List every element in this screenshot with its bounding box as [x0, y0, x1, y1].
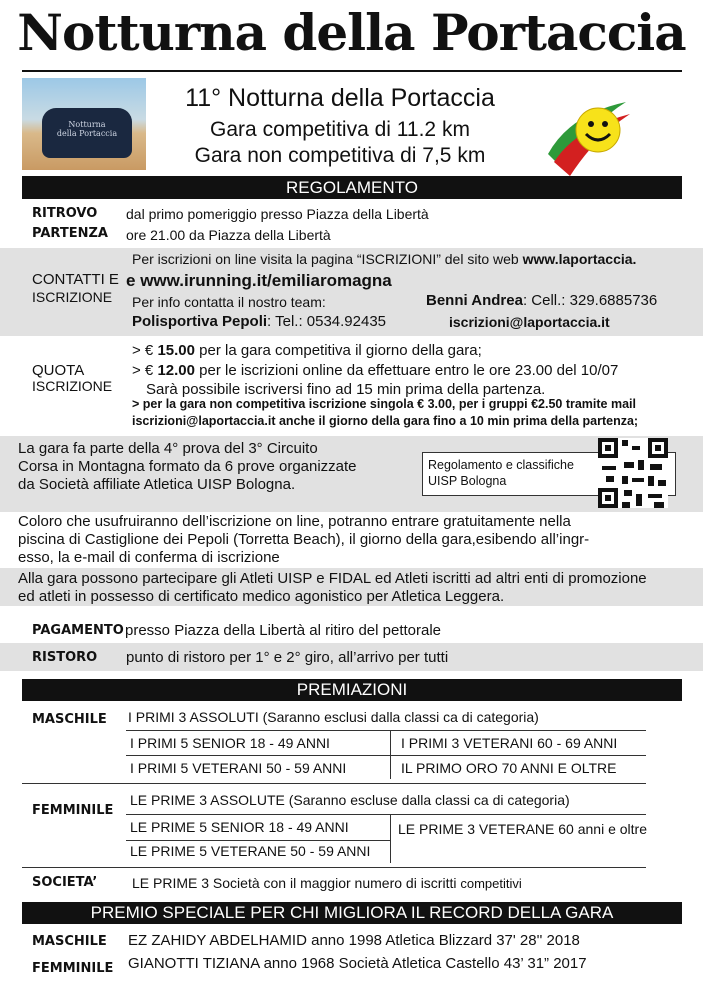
contatti-line-1	[132, 251, 702, 267]
circuito-line-1: La gara fa parte della 4° prova del 3° Circuito	[18, 440, 318, 457]
quota-line2-pre: > €	[132, 362, 158, 379]
qr-label-1: Regolamento e classifiche	[428, 458, 574, 472]
poster-title: Notturna della Portaccia	[17, 3, 686, 62]
quota-line1-text: per la gara competitiva il giorno della gara;	[194, 342, 482, 359]
societa-text-small: competitivi	[460, 876, 522, 891]
m-oro-70: IL PRIMO ORO 70 ANNI E OLTRE	[401, 760, 617, 776]
circuito-line-2: Corsa in Montagna formato da 6 prove organizzate	[18, 458, 357, 475]
price-15: 15.00	[157, 342, 195, 359]
piscina-line-2: piscina di Castiglione dei Pepoli (Torretta Beach), il giorno della gara,esibendo all’ingr-	[18, 531, 590, 548]
f-bottom-line	[22, 867, 646, 868]
partenza-label: PARTENZA	[32, 226, 108, 241]
record-femminile-text: GIANOTTI TIZIANA anno 1968 Società Atletica Castello 43’ 31” 2017	[128, 955, 587, 972]
m-vet-50-59: I PRIMI 5 VETERANI 50 - 59 ANNI	[130, 760, 347, 776]
m-row-line-1	[126, 730, 646, 731]
quota-line-1	[132, 342, 482, 359]
contatti-line-2	[126, 271, 392, 291]
edition-heading: 11° Notturna della Portaccia	[185, 84, 495, 112]
femminile-label: FEMMINILE	[32, 803, 114, 818]
title-rule	[22, 70, 682, 72]
contact-name: Benni Andrea	[426, 292, 523, 309]
f-vet-50-59: LE PRIME 5 VETERANE 50 - 59 ANNI	[130, 843, 371, 859]
contatti-line1-text: Per iscrizioni on line visita la pagina “ISCRIZIONI” del sito web	[132, 251, 523, 267]
quota-line-4: > per la gara non competitiva iscrizione singola € 3.00, per i gruppi €2.50 tramite mail	[132, 397, 636, 411]
regolamento-bar: REGOLAMENTO	[22, 176, 682, 199]
photo-text-2: della Portaccia	[56, 129, 118, 138]
m-vet-60-69: I PRIMI 3 VETERANI 60 - 69 ANNI	[401, 735, 618, 751]
m-senior: I PRIMI 5 SENIOR 18 - 49 ANNI	[130, 735, 330, 751]
quota-line-3: Sarà possibile iscriversi fino ad 15 min prima della partenza.	[146, 381, 546, 398]
quota-line2-text: per le iscrizioni online da effettuare entro le ore 23.00 del 10/07	[194, 362, 619, 379]
societa-text-main: LE PRIME 3 Società con il maggior numero di iscritti	[132, 875, 461, 891]
premiazioni-bar: PREMIAZIONI	[22, 679, 682, 701]
contact-phone: : Cell.: 329.6885736	[522, 292, 658, 309]
f-vet-60: LE PRIME 3 VETERANE 60 anni e oltre	[398, 821, 647, 837]
ristoro-label: RISTORO	[32, 650, 98, 665]
regalami-un-sorriso-logo	[540, 84, 636, 180]
irunning-link[interactable]: www.irunning.it/emiliaromagna	[140, 271, 392, 290]
contatti-label: CONTATTI E	[32, 271, 119, 288]
f-senior: LE PRIME 5 SENIOR 18 - 49 ANNI	[130, 819, 349, 835]
team-name: Polisportiva Pepoli	[132, 313, 268, 330]
f-row-line-1	[126, 814, 646, 815]
qr-code-icon[interactable]	[598, 438, 668, 508]
m-row-line-2	[126, 755, 646, 756]
team-phone: : Tel.: 0534.92435	[267, 313, 387, 330]
event-photo	[22, 78, 146, 170]
record-maschile-text: EZ ZAHIDY ABDELHAMID anno 1998 Atletica Blizzard 37' 28'' 2018	[128, 932, 580, 949]
record-bar: PREMIO SPECIALE PER CHI MIGLIORA IL RECORD DELLA GARA	[22, 902, 682, 924]
partecipanti-line-2: ed atleti in possesso di certificato medico agonistico per Atletica Leggera.	[18, 588, 505, 605]
quota-line-2	[132, 362, 618, 379]
partenza-text: ore 21.00 da Piazza della Libertà	[126, 227, 331, 243]
piscina-line-1: Coloro che usufruiranno dell’iscrizione on line, potranno entrare gratuitamente nella	[18, 513, 571, 530]
societa-text	[132, 875, 522, 891]
circuito-line-3: da Società affiliate Atletica UISP Bologna.	[18, 476, 296, 493]
maschile-label: MASCHILE	[32, 712, 107, 727]
societa-label: SOCIETA’	[32, 875, 98, 890]
quota-line1-pre: > €	[132, 342, 158, 359]
record-femminile-label: FEMMINILE	[32, 961, 114, 976]
partecipanti-line-1: Alla gara possono partecipare gli Atleti UISP e FIDAL ed Atleti iscritti ad altri enti di promozione	[18, 570, 647, 587]
record-maschile-label: MASCHILE	[32, 934, 107, 949]
quota-iscrizione-label: ISCRIZIONE	[32, 378, 113, 394]
contatti-info: Per info contatta il nostro team:	[132, 294, 326, 310]
f-assolute: LE PRIME 3 ASSOLUTE (Saranno escluse dalla classi ca di categoria)	[130, 792, 570, 808]
iscrizione-label: ISCRIZIONE	[32, 289, 113, 305]
m-assoluti: I PRIMI 3 ASSOLUTI (Saranno esclusi dalla classi ca di categoria)	[128, 709, 539, 725]
ritrovo-label: RITROVO	[32, 206, 98, 221]
quota-label: QUOTA	[32, 362, 85, 379]
pouch-image	[42, 108, 132, 158]
m-bottom-line	[22, 783, 646, 784]
m-col-divider	[390, 731, 391, 779]
contact-polisportiva	[132, 313, 386, 330]
ritrovo-text: dal primo pomeriggio presso Piazza della Libertà	[126, 206, 429, 222]
f-col-divider	[390, 815, 391, 863]
pagamento-label: PAGAMENTO	[32, 623, 124, 638]
f-row-line-2	[126, 840, 390, 841]
laportaccia-link[interactable]: www.laportaccia.	[522, 251, 637, 267]
ristoro-text: punto di ristoro per 1° e 2° giro, all’arrivo per tutti	[126, 649, 449, 666]
pagamento-text: presso Piazza della Libertà al ritiro del pettorale	[125, 622, 442, 639]
qr-label-2: UISP Bologna	[428, 474, 507, 488]
contatti-line2-prefix: e	[126, 271, 141, 290]
photo-text-1: Notturna	[68, 120, 106, 129]
price-12: 12.00	[157, 362, 195, 379]
contact-benni	[426, 292, 657, 309]
piscina-line-3: esso, la e-mail di conferma di iscrizione	[18, 549, 280, 566]
quota-line-5: iscrizioni@laportaccia.it anche il giorno della gara fino a 10 min prima della partenza;	[132, 414, 639, 428]
competitive-race: Gara competitiva di 11.2 km	[210, 118, 470, 141]
team-email[interactable]: iscrizioni@laportaccia.it	[449, 314, 610, 330]
noncompetitive-race: Gara non competitiva di 7,5 km	[194, 144, 486, 167]
